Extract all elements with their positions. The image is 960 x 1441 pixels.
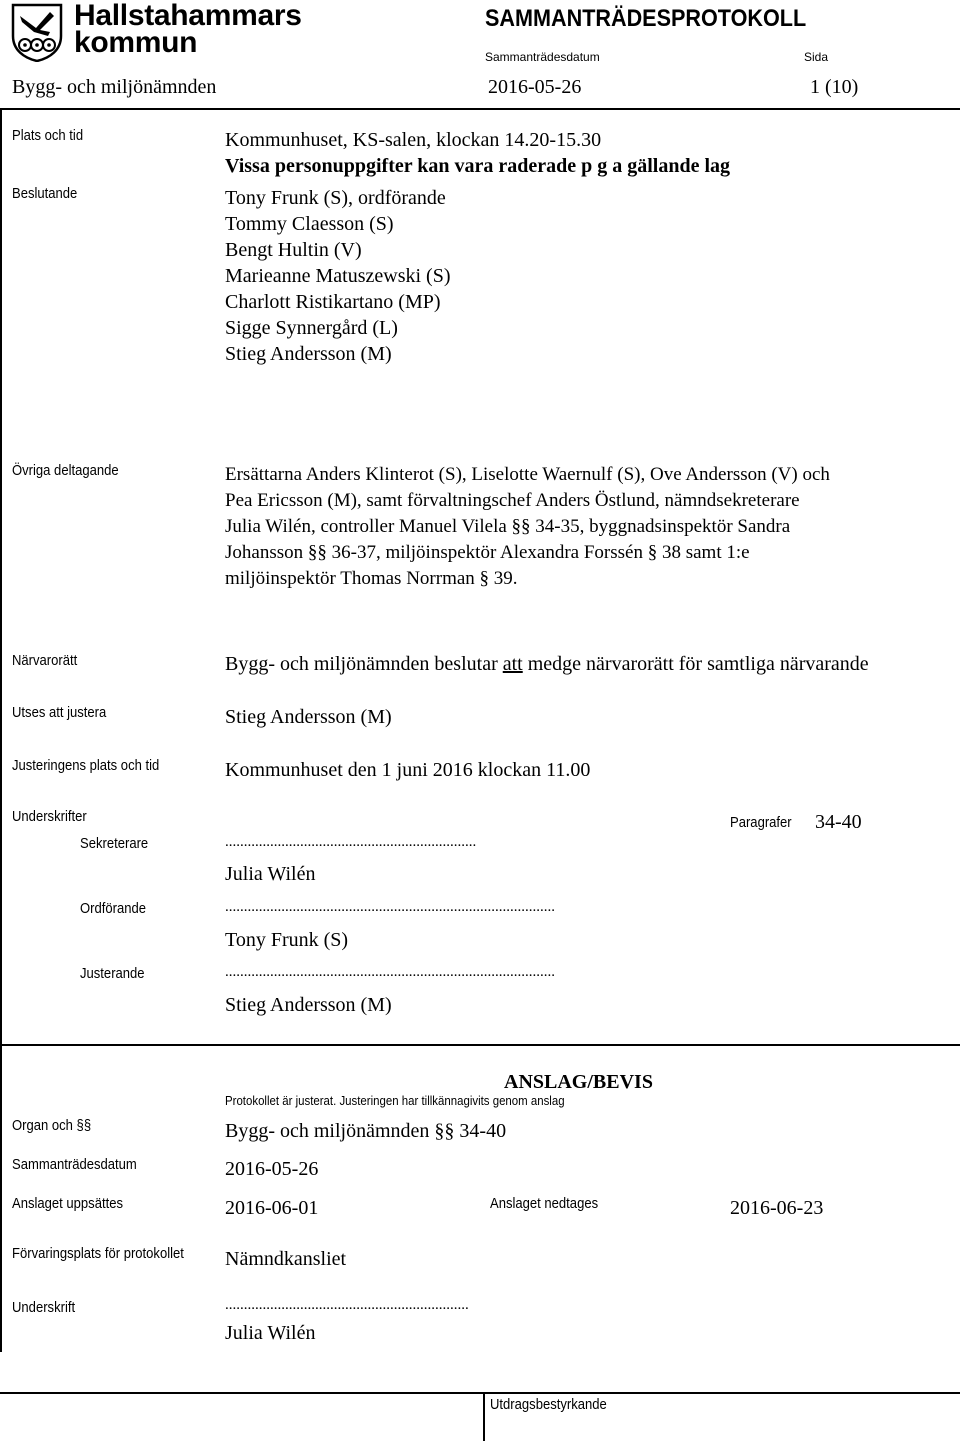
decision-label: Beslutande — [12, 186, 78, 202]
header-date: 2016-05-26 — [488, 76, 582, 98]
removed-value: 2016-06-23 — [730, 1197, 824, 1219]
decision-maker: Charlott Ristikartano (MP) — [225, 291, 441, 313]
notice-divider — [0, 1044, 960, 1046]
decision-maker: Marieanne Matuszewski (S) — [225, 265, 451, 287]
organ-label: Organ och §§ — [12, 1118, 92, 1134]
body-left-border — [0, 108, 2, 1045]
secretary-signature-line: ................................................................... — [225, 834, 477, 850]
others-line: Julia Wilén, controller Manuel Vilela §§ 34-35, byggnadsinspektör Sandra — [225, 516, 791, 537]
notice-signature-name: Julia Wilén — [225, 1322, 316, 1344]
logo-line1: Hallstahammars — [74, 0, 302, 32]
storage-label: Förvaringsplats för protokollet — [12, 1246, 184, 1262]
adjuster-signature-line: ........................................................................................ — [225, 964, 555, 980]
adjuster-value: Stieg Andersson (M) — [225, 706, 392, 728]
others-line: Pea Ericsson (M), samt förvaltningschef Anders Östlund, nämndsekreterare — [225, 490, 800, 511]
notice-title: ANSLAG/BEVIS — [504, 1071, 653, 1093]
signatures-label: Underskrifter — [12, 809, 87, 825]
others-line: Ersättarna Anders Klinterot (S), Liselotte Waernulf (S), Ove Andersson (V) och — [225, 464, 830, 485]
chair-name: Tony Frunk (S) — [225, 929, 349, 951]
presence-value — [225, 653, 869, 676]
certify-label: Utdragsbestyrkande — [490, 1397, 607, 1413]
signature-adjuster-label: Justerande — [80, 966, 145, 982]
header-page: 1 (10) — [810, 76, 859, 98]
others-line: miljöinspektör Thomas Norrman § 39. — [225, 568, 518, 589]
secretary-label: Sekreterare — [80, 836, 149, 852]
posted-label: Anslaget uppsättes — [12, 1196, 124, 1212]
notice-subtitle: Protokollet är justerat. Justeringen har tillkännagivits genom anslag — [225, 1093, 565, 1108]
paragraphs-label: Paragrafer — [730, 815, 792, 831]
chair-signature-line: ........................................................................................ — [225, 899, 555, 915]
header-date-label: Sammanträdesdatum — [485, 50, 600, 64]
place-value: Kommunhuset, KS-salen, klockan 14.20-15.30 — [225, 129, 602, 151]
adjuster-label: Utses att justera — [12, 705, 107, 721]
others-line: Johansson §§ 36-37, miljöinspektör Alexandra Forssén § 38 samt 1:e — [225, 542, 750, 563]
logo-line2: kommun — [74, 26, 198, 59]
presence-text-post: medge närvarorätt för samtliga närvarande — [522, 653, 869, 675]
header-page-label: Sida — [804, 50, 829, 64]
others-label: Övriga deltagande — [12, 463, 119, 479]
secretary-name: Julia Wilén — [225, 863, 316, 885]
document-title: SAMMANTRÄDESPROTOKOLL — [485, 5, 807, 32]
presence-text-pre: Bygg- och miljönämnden beslutar — [225, 653, 503, 675]
coat-of-arms-icon — [10, 2, 64, 62]
decision-maker: Tommy Claesson (S) — [225, 213, 394, 235]
notice-date-value: 2016-05-26 — [225, 1158, 319, 1180]
footer-divider — [0, 1392, 960, 1394]
decision-maker: Stieg Andersson (M) — [225, 343, 392, 365]
decision-makers-list — [225, 185, 451, 367]
chair-label: Ordförande — [80, 901, 147, 917]
presence-text-att: att — [502, 653, 523, 675]
header-committee: Bygg- och miljönämnden — [12, 76, 217, 98]
decision-maker: Bengt Hultin (V) — [225, 239, 362, 261]
storage-value: Nämndkansliet — [225, 1248, 347, 1270]
organ-value: Bygg- och miljönämnden §§ 34-40 — [225, 1120, 507, 1142]
notice-signature-label: Underskrift — [12, 1300, 76, 1316]
paragraphs-value: 34-40 — [815, 811, 862, 833]
notice-signature-line: ................................................................. — [225, 1297, 469, 1313]
decision-maker: Tony Frunk (S), ordförande — [225, 187, 446, 209]
others-paragraph — [225, 462, 830, 592]
header-divider — [0, 108, 960, 110]
presence-label: Närvarorätt — [12, 653, 78, 669]
notice-date-label: Sammanträdesdatum — [12, 1157, 137, 1173]
adjuster-name: Stieg Andersson (M) — [225, 994, 392, 1016]
decision-maker: Sigge Synnergård (L) — [225, 317, 398, 339]
footer-box-left-border — [483, 1392, 485, 1441]
adjust-place-value: Kommunhuset den 1 juni 2016 klockan 11.00 — [225, 759, 591, 781]
adjust-place-label: Justeringens plats och tid — [12, 758, 160, 774]
notice-left-border — [0, 1046, 2, 1352]
place-label: Plats och tid — [12, 128, 84, 144]
privacy-note: Vissa personuppgifter kan vara raderade p g a gällande lag — [225, 155, 731, 177]
removed-label: Anslaget nedtages — [490, 1196, 599, 1212]
logo — [10, 2, 310, 62]
posted-value: 2016-06-01 — [225, 1197, 319, 1219]
